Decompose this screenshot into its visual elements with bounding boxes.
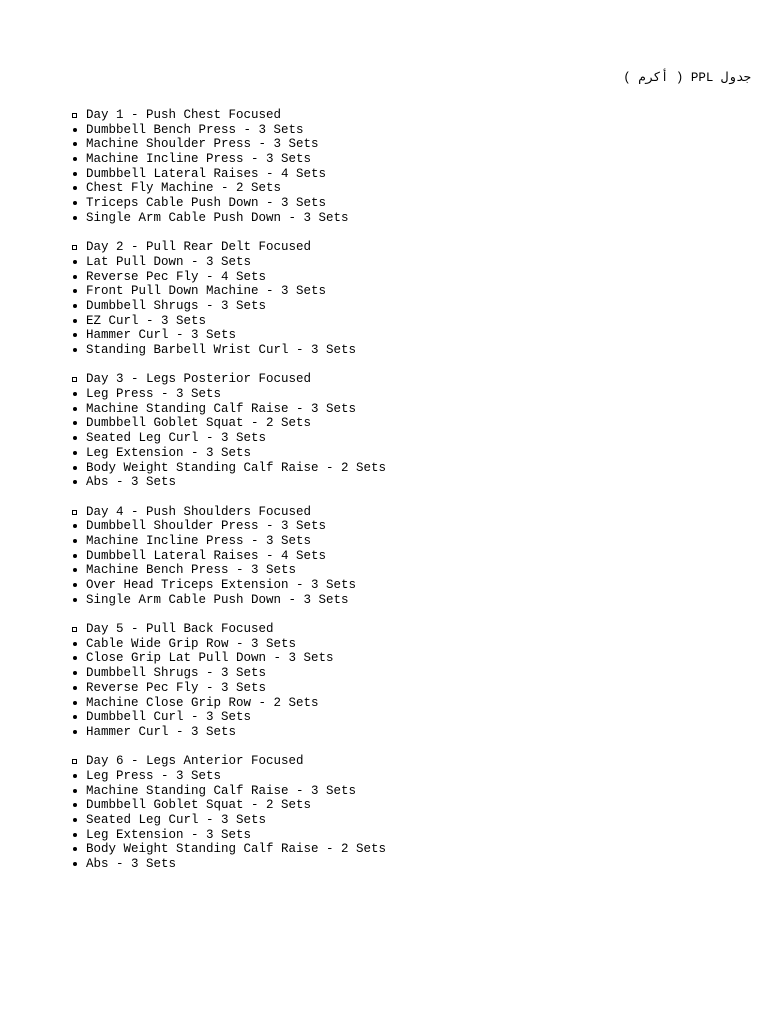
square-bullet-icon	[71, 108, 86, 123]
day-heading: Day 2 - Pull Rear Delt Focused	[86, 240, 312, 255]
exercise-text: Machine Incline Press - 3 Sets	[86, 533, 312, 548]
exercise-text: Standing Barbell Wrist Curl - 3 Sets	[86, 343, 357, 357]
exercise-text: Machine Incline Press - 3 Sets	[86, 152, 312, 167]
bullet-icon	[71, 299, 86, 314]
exercise-text: Body Weight Standing Calf Raise - 2 Sets	[86, 842, 387, 857]
bullet-icon	[71, 255, 86, 270]
list-item	[71, 842, 751, 857]
square-bullet-icon	[71, 240, 86, 255]
document-page	[71, 70, 751, 886]
bullet-icon	[71, 328, 86, 343]
exercise-text: Lat Pull Down - 3 Sets	[86, 254, 252, 269]
bullet-icon	[71, 725, 86, 740]
day-heading-row	[71, 505, 751, 520]
exercise-text: Cable Wide Grip Row - 3 Sets	[86, 636, 297, 651]
list-item	[71, 284, 751, 299]
list-item	[71, 828, 751, 843]
exercise-text: Machine Standing Calf Raise - 3 Sets	[86, 401, 357, 416]
list-item	[71, 593, 751, 608]
square-bullet-icon	[71, 754, 86, 769]
bullet-icon	[71, 651, 86, 666]
list-item	[71, 681, 751, 696]
exercise-text: Close Grip Lat Pull Down - 3 Sets	[86, 651, 334, 666]
list-item	[71, 534, 751, 549]
list-item	[71, 270, 751, 285]
list-item	[71, 519, 751, 534]
bullet-icon	[71, 828, 86, 843]
bullet-icon	[71, 534, 86, 549]
exercise-text: Front Pull Down Machine - 3 Sets	[86, 284, 327, 299]
exercise-text: Seated Leg Curl - 3 Sets	[86, 813, 267, 827]
bullet-icon	[71, 461, 86, 476]
bullet-icon	[71, 270, 86, 285]
list-item	[71, 123, 751, 138]
list-item	[71, 299, 751, 314]
bullet-icon	[71, 123, 86, 138]
exercise-text: Leg Extension - 3 Sets	[86, 827, 252, 842]
day-heading: Day 5 - Pull Back Focused	[86, 622, 274, 637]
bullet-icon	[71, 196, 86, 211]
list-item	[71, 152, 751, 167]
list-item	[71, 475, 751, 490]
list-item	[71, 461, 751, 476]
exercise-text: Machine Bench Press - 3 Sets	[86, 563, 297, 578]
exercise-text: Dumbbell Lateral Raises - 4 Sets	[86, 166, 327, 181]
bullet-icon	[71, 578, 86, 593]
bullet-icon	[71, 593, 86, 608]
list-item	[71, 710, 751, 725]
list-item	[71, 696, 751, 711]
day-heading-row	[71, 240, 751, 255]
list-item	[71, 181, 751, 196]
bullet-icon	[71, 211, 86, 226]
exercise-text: Reverse Pec Fly - 4 Sets	[86, 269, 267, 284]
bullet-icon	[71, 637, 86, 652]
list-item	[71, 725, 751, 740]
bullet-icon	[71, 181, 86, 196]
list-item	[71, 563, 751, 578]
square-bullet-icon	[71, 622, 86, 637]
bullet-icon	[71, 387, 86, 402]
exercise-text: Single Arm Cable Push Down - 3 Sets	[86, 210, 349, 225]
exercise-text: Machine Close Grip Row - 2 Sets	[86, 695, 319, 710]
square-bullet-icon	[71, 372, 86, 387]
day-section-5	[71, 622, 751, 740]
exercise-text: Dumbbell Goblet Squat - 2 Sets	[86, 416, 312, 431]
square-bullet-icon	[71, 505, 86, 520]
exercise-text: Leg Extension - 3 Sets	[86, 445, 252, 460]
exercise-text: Chest Fly Machine - 2 Sets	[86, 181, 282, 196]
bullet-icon	[71, 813, 86, 828]
day-heading: Day 1 - Push Chest Focused	[86, 108, 282, 122]
exercise-text: Seated Leg Curl - 3 Sets	[86, 431, 267, 446]
day-section-3	[71, 372, 751, 490]
bullet-icon	[71, 431, 86, 446]
day-heading: Day 6 - Legs Anterior Focused	[86, 754, 304, 769]
bullet-icon	[71, 475, 86, 490]
exercise-text: Machine Standing Calf Raise - 3 Sets	[86, 783, 357, 798]
bullet-icon	[71, 857, 86, 872]
bullet-icon	[71, 842, 86, 857]
day-heading: Day 4 - Push Shoulders Focused	[86, 504, 312, 519]
day-section-2	[71, 240, 751, 358]
list-item	[71, 416, 751, 431]
bullet-icon	[71, 769, 86, 784]
list-item	[71, 769, 751, 784]
day-section-6	[71, 754, 751, 872]
list-item	[71, 343, 751, 358]
bullet-icon	[71, 402, 86, 417]
bullet-icon	[71, 137, 86, 152]
list-item	[71, 402, 751, 417]
exercise-text: Dumbbell Shrugs - 3 Sets	[86, 666, 267, 681]
exercise-text: Dumbbell Shrugs - 3 Sets	[86, 298, 267, 313]
day-heading: Day 3 - Legs Posterior Focused	[86, 372, 312, 387]
bullet-icon	[71, 343, 86, 358]
exercise-text: Hammer Curl - 3 Sets	[86, 724, 237, 739]
day-section-4	[71, 505, 751, 608]
exercise-text: Hammer Curl - 3 Sets	[86, 328, 237, 343]
exercise-text: Machine Shoulder Press - 3 Sets	[86, 137, 319, 152]
day-section-1	[71, 108, 751, 226]
exercise-text: Over Head Triceps Extension - 3 Sets	[86, 578, 357, 592]
exercise-text: EZ Curl - 3 Sets	[86, 313, 207, 328]
list-item	[71, 328, 751, 343]
list-item	[71, 666, 751, 681]
exercise-text: Leg Press - 3 Sets	[86, 768, 222, 783]
list-item	[71, 857, 751, 872]
document-title: جدول PPL ( أكرم )	[623, 71, 751, 85]
exercise-text: Abs - 3 Sets	[86, 475, 177, 490]
bullet-icon	[71, 152, 86, 167]
list-item	[71, 651, 751, 666]
day-heading-row	[71, 108, 751, 123]
exercise-text: Dumbbell Lateral Raises - 4 Sets	[86, 548, 327, 563]
list-item	[71, 798, 751, 813]
bullet-icon	[71, 681, 86, 696]
exercise-text: Triceps Cable Push Down - 3 Sets	[86, 196, 327, 211]
bullet-icon	[71, 446, 86, 461]
bullet-icon	[71, 167, 86, 182]
list-item	[71, 196, 751, 211]
bullet-icon	[71, 563, 86, 578]
exercise-text: Dumbbell Shoulder Press - 3 Sets	[86, 519, 327, 534]
bullet-icon	[71, 696, 86, 711]
exercise-text: Dumbbell Goblet Squat - 2 Sets	[86, 798, 312, 813]
list-item	[71, 167, 751, 182]
exercise-text: Body Weight Standing Calf Raise - 2 Sets	[86, 460, 387, 475]
exercise-text: Leg Press - 3 Sets	[86, 387, 222, 402]
list-item	[71, 211, 751, 226]
bullet-icon	[71, 519, 86, 534]
list-item	[71, 813, 751, 828]
bullet-icon	[71, 784, 86, 799]
bullet-icon	[71, 666, 86, 681]
bullet-icon	[71, 416, 86, 431]
bullet-icon	[71, 710, 86, 725]
list-item	[71, 578, 751, 593]
list-item	[71, 446, 751, 461]
list-item	[71, 387, 751, 402]
exercise-text: Reverse Pec Fly - 3 Sets	[86, 680, 267, 695]
exercise-text: Dumbbell Bench Press - 3 Sets	[86, 122, 304, 137]
bullet-icon	[71, 549, 86, 564]
list-item	[71, 431, 751, 446]
list-item	[71, 784, 751, 799]
day-heading-row	[71, 754, 751, 769]
day-heading-row	[71, 372, 751, 387]
list-item	[71, 255, 751, 270]
bullet-icon	[71, 284, 86, 299]
bullet-icon	[71, 798, 86, 813]
exercise-text: Single Arm Cable Push Down - 3 Sets	[86, 592, 349, 607]
list-item	[71, 314, 751, 329]
bullet-icon	[71, 314, 86, 329]
day-heading-row	[71, 622, 751, 637]
list-item	[71, 549, 751, 564]
exercise-text: Abs - 3 Sets	[86, 857, 177, 872]
exercise-text: Dumbbell Curl - 3 Sets	[86, 710, 252, 725]
list-item	[71, 637, 751, 652]
list-item	[71, 137, 751, 152]
